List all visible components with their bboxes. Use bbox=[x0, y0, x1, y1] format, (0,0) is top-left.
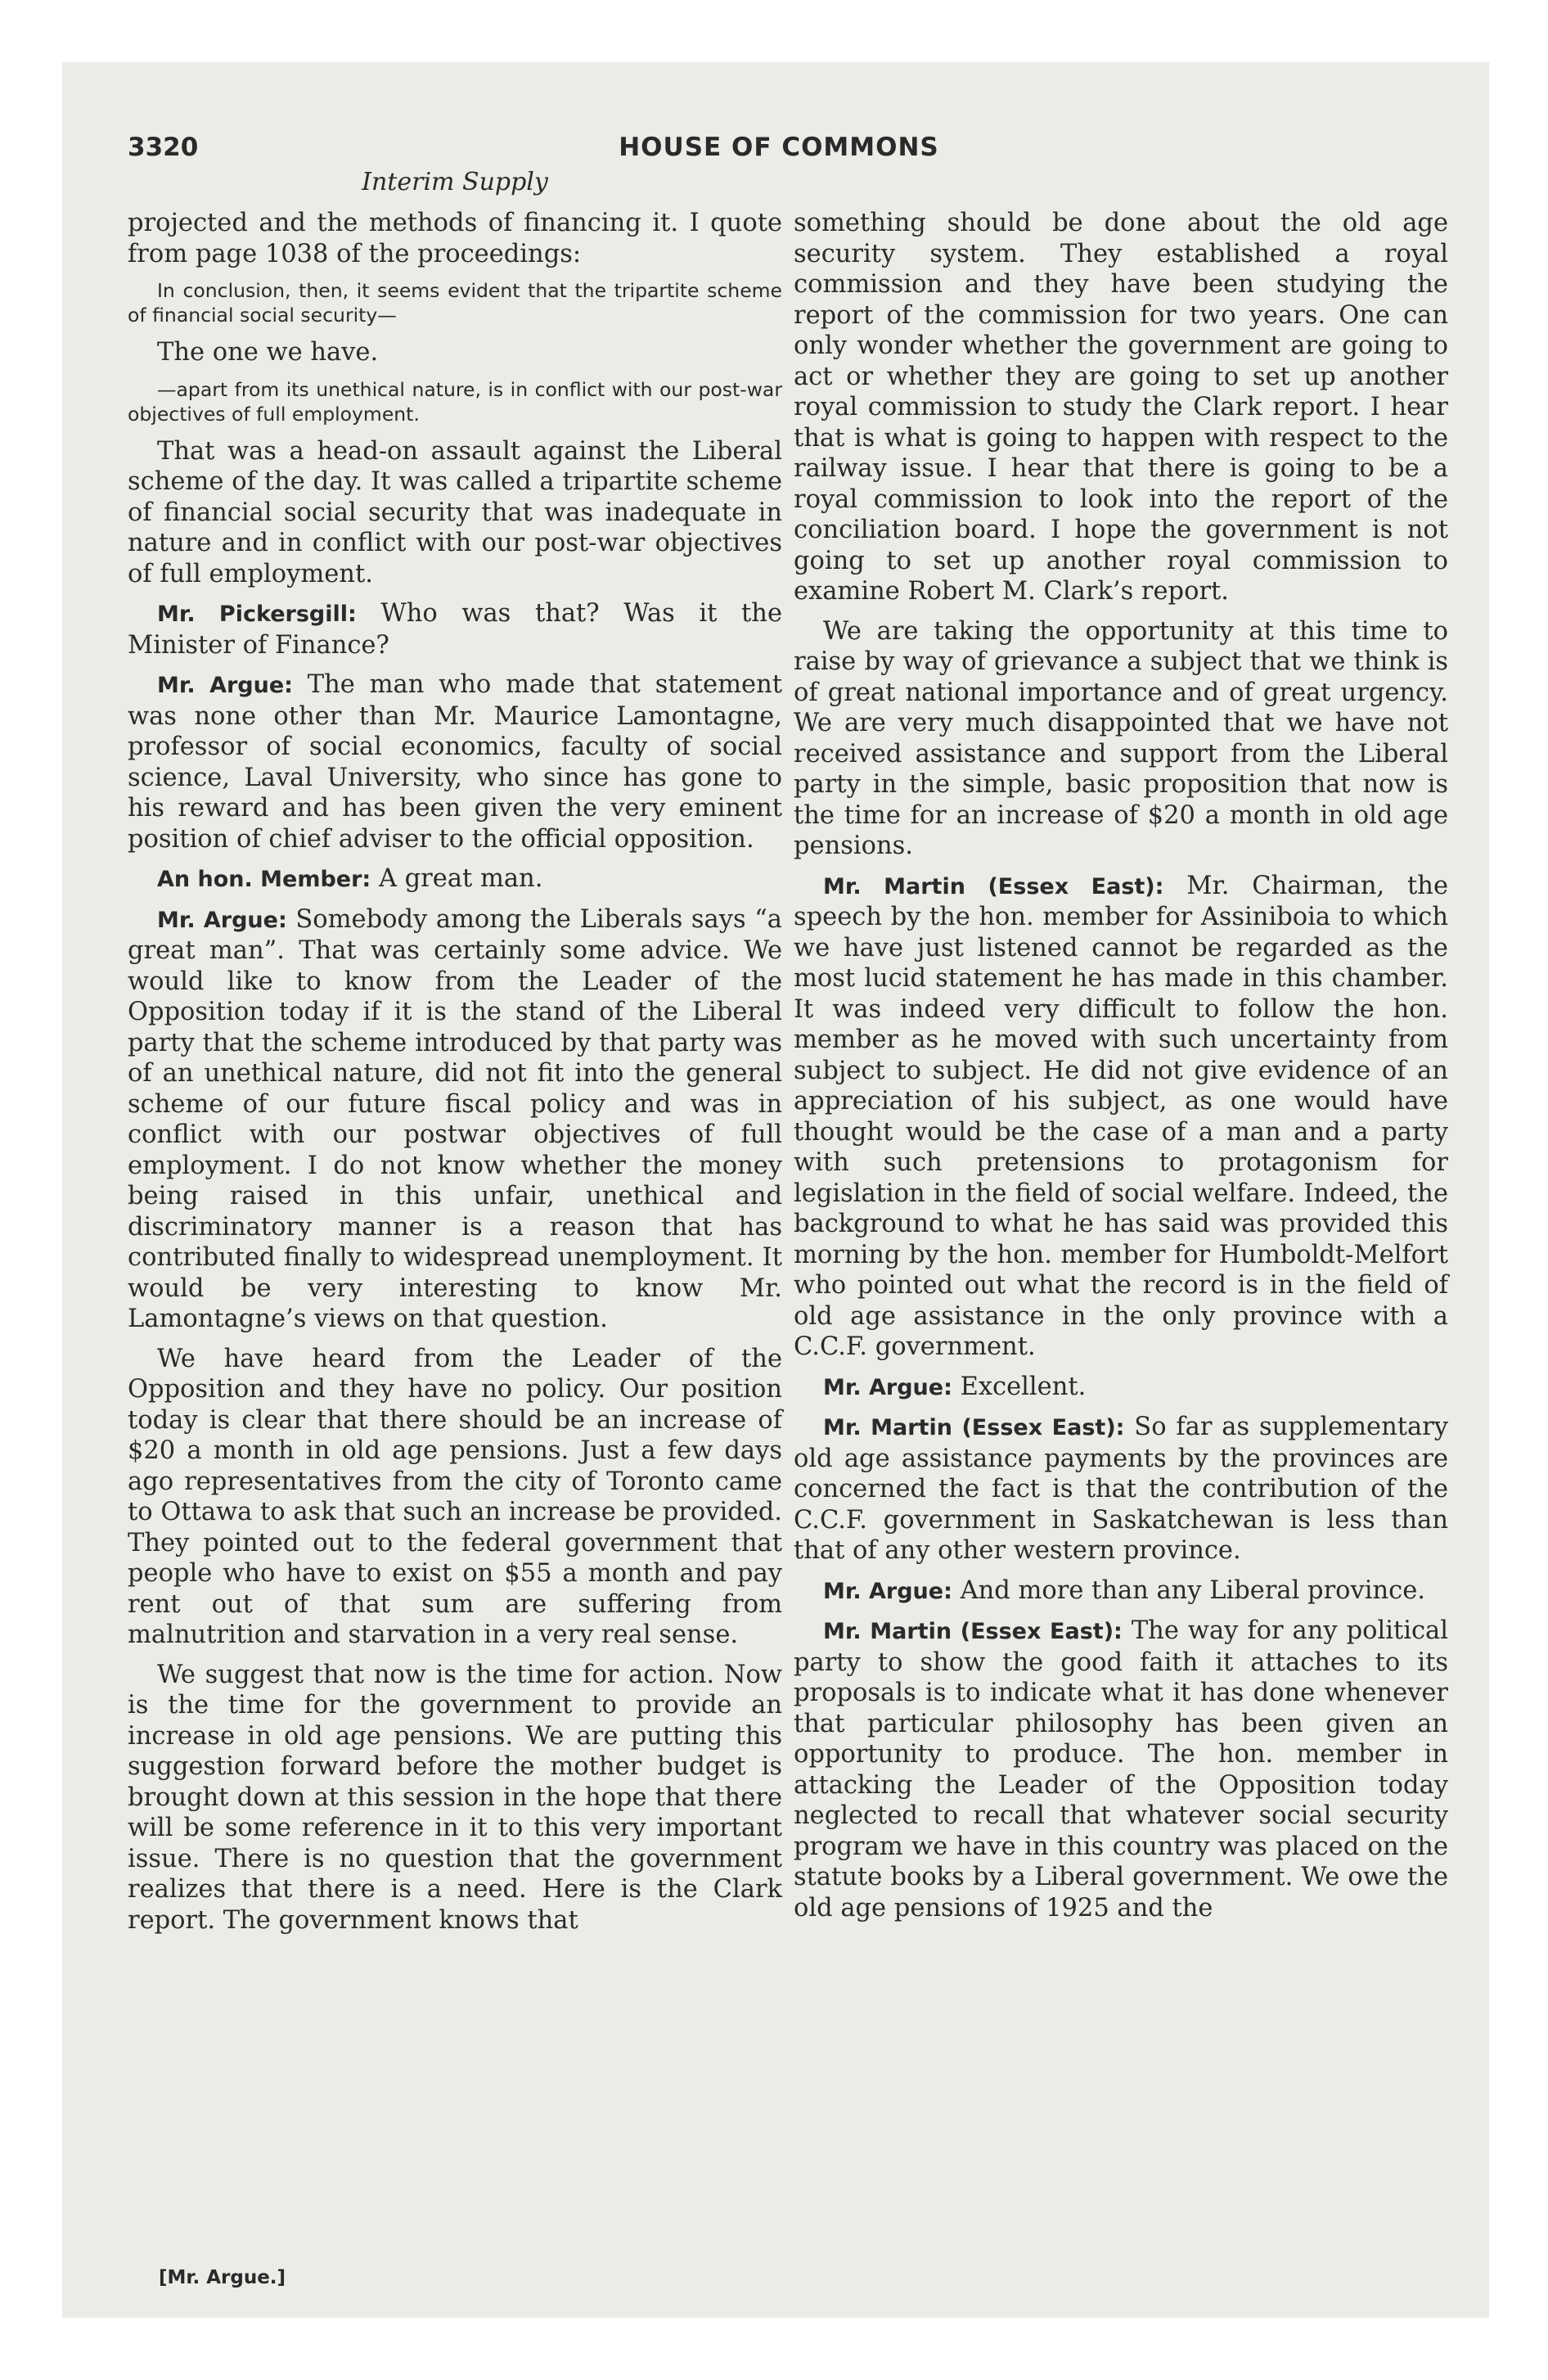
speech-paragraph bbox=[794, 1372, 1448, 1404]
right-column bbox=[794, 208, 1448, 1932]
speaker-name: Mr. Martin (Essex East): bbox=[823, 873, 1164, 899]
speech-paragraph bbox=[128, 863, 782, 895]
speech-paragraph bbox=[794, 871, 1448, 1363]
speaker-name: An hon. Member: bbox=[157, 867, 371, 892]
speech-text: Mr. Chairman, the speech by the hon. member for Assiniboia to which we have just listened cannot be regarded as the most lucid statement he has made in this chamber. It was indeed very difficult to follow the hon. member as he moved with such uncertainty from subject to subject. He did not give evidence of an appreciation of his subject, as one would have thought would be the case of a man and a party with such pretensions to protagonism for legislation in the field of social welfare. Indeed, the background to what he has said was provided this morning by the hon. member for Humboldt-Melfort who pointed out what the record is in the field of old age assistance in the only province with a C.C.F. government. bbox=[794, 871, 1448, 1361]
paragraph: We suggest that now is the time for action. Now is the time for the government to provide an increase in old age pensions. We are putting this suggestion forward before the mother budget is brought down at this session in the hope that there will be some reference in it to this very important issue. There is no question that the government realizes that there is a need. Here is the Clark report. The government knows that bbox=[128, 1660, 782, 1935]
paragraph: The one we have. bbox=[157, 338, 379, 367]
quoted-passage: In conclusion, then, it seems evident that the tripartite scheme of financial social security— bbox=[128, 279, 782, 327]
paragraph: We have heard from the Leader of the Opposition and they have no policy. Our position today is clear that there should be an increase of $20 a month in old age pensions. Just a few days ago representatives from the city of Toronto came to Ottawa to ask that such an increase be provided. They pointed out to the federal government that people who have to exist on $55 a month and pay rent out of that sum are suffering from malnutrition and starvation in a very real sense. bbox=[128, 1344, 782, 1649]
speech-text: The man who made that statement was none other than Mr. Maurice Lamontagne, professor of social economics, faculty of social science, Laval University, who since has gone to his reward and has been given the very eminent position of chief adviser to the official opposition. bbox=[128, 670, 782, 854]
speaker-name: Mr. Argue: bbox=[157, 907, 287, 933]
paragraph: something should be done about the old age security system. They established a royal commission and they have been studying the report of the commission for two years. One can only wonder whether the government are going to act or whether they are going to set up another royal commission to study the Clark report. I hear that is what is going to happen with respect to the railway issue. I hear that there is going to be a royal commission to look into the report of the conciliation board. I hope the government is not going to set up another royal commission to examine Robert M. Clark’s report. bbox=[794, 209, 1448, 606]
speaker-name: Mr. Martin (Essex East): bbox=[823, 1619, 1123, 1644]
speech-text: Who was that? Was it the Minister of Finance? bbox=[128, 599, 783, 660]
page-number: 3320 bbox=[128, 133, 199, 162]
speech-text: A great man. bbox=[378, 864, 543, 893]
speech-text: The way for any political party to show the good faith it attaches to its proposals is to indicate what it has done whenever that particular philosophy has been given an opportunity to produce. The hon. member in attacking the Leader of the Opposition today neglected to recall that whatever social security program we have in this country was placed on the statute books by a Liberal government. We owe the old age pensions of 1925 and the bbox=[794, 1616, 1448, 1922]
speaker-name: Mr. Argue: bbox=[823, 1374, 952, 1400]
section-title: Interim Supply bbox=[362, 168, 548, 196]
quoted-passage: —apart from its unethical nature, is in conflict with our post-war objectives of full employment. bbox=[128, 377, 782, 426]
paragraph: That was a head-on assault against the Liberal scheme of the day. It was called a tripartite scheme of financial social security that was inadequate in nature and in conflict with our post-war objectives of full employment. bbox=[128, 436, 782, 588]
speaker-name: Mr. Pickersgill: bbox=[157, 602, 357, 627]
speaker-name: Mr. Argue: bbox=[823, 1578, 952, 1604]
speech-text: So far as supplementary old age assistance payments by the provinces are concerned the fact is that the contribution of the C.C.F. government in Saskatchewan is less than that of any other western province. bbox=[794, 1413, 1448, 1565]
speaker-name: Mr. Martin (Essex East): bbox=[823, 1415, 1125, 1440]
speaker-name: Mr. Argue: bbox=[157, 673, 293, 698]
speech-paragraph bbox=[794, 1412, 1448, 1566]
speech-text: And more than any Liberal province. bbox=[960, 1575, 1425, 1605]
page-header bbox=[128, 133, 1430, 172]
speech-paragraph bbox=[794, 1616, 1448, 1923]
speech-text: Excellent. bbox=[960, 1372, 1087, 1401]
speech-paragraph bbox=[794, 1575, 1448, 1607]
page bbox=[62, 62, 1489, 2318]
speech-paragraph bbox=[128, 904, 782, 1335]
paragraph: We are taking the opportunity at this time to raise by way of grievance a subject that we think is of great national importance and of great urgency. We are very much disappointed that we have not received assistance and support from the Liberal party in the simple, basic proposition that now is the time for an increase of $20 a month in old age pensions. bbox=[794, 616, 1448, 860]
running-head: HOUSE OF COMMONS bbox=[619, 133, 939, 162]
left-column bbox=[128, 208, 782, 1945]
paragraph: projected and the methods of financing it. I quote from page 1038 of the proceedings: bbox=[128, 209, 782, 268]
speaker-footnote: [Mr. Argue.] bbox=[159, 2267, 286, 2288]
speech-paragraph bbox=[128, 669, 782, 854]
speech-text: Somebody among the Liberals says “a great man”. That was certainly some advice. We would like to know from the Leader of the Opposition today if it is the stand of the Liberal party that the scheme introduced by that party was of an unethical nature, did not fit into the general scheme of our future fiscal policy and was in conflict with our postwar objectives of full employment. I do not know whether the money being raised in this unfair, unethical and discriminatory manner is a reason that has contributed finally to widespread unemployment. It would be very interesting to know Mr. Lamontagne’s views on that question. bbox=[128, 904, 782, 1333]
speech-paragraph bbox=[128, 598, 782, 660]
